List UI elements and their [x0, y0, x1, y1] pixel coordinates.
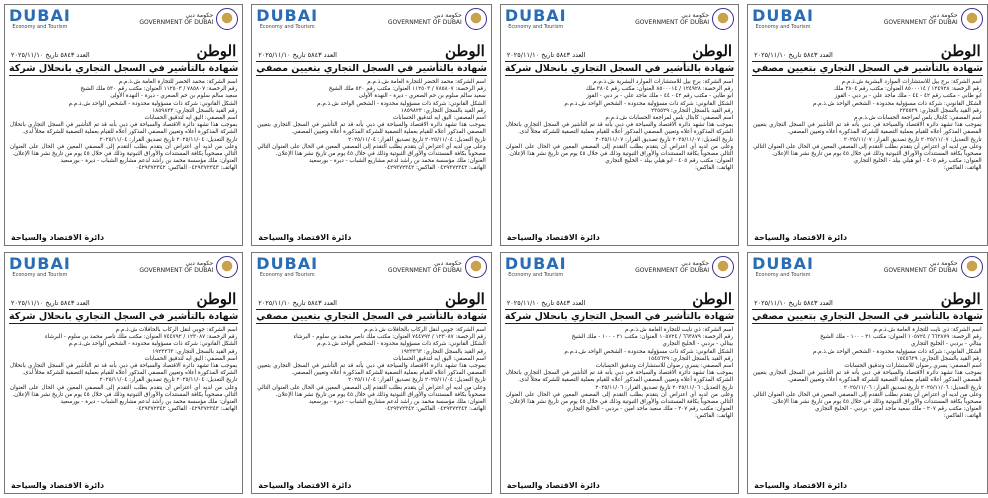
notice-title: شهادة بالتأشير في السجل التجاري بانحلال شركة — [9, 63, 239, 74]
notice-card — [251, 252, 492, 494]
notice-line: اسم المصفي: اليق ايه لتدقيق الحسابات — [144, 355, 238, 362]
notice-line: رقم الرخصة: ١٢٤٩٢٨ / ٨٥٠٠٠١٤ العنوان: مكتب رقم ٣٨٠٤ ملك — [585, 86, 734, 93]
notice-line: بيتالي - بردبي - الخليج التجاري — [910, 341, 982, 348]
notice-line: رقم الرخصة: ١٢٣٠٨٧ / ٧٤٤٧٩٢ العنوان: مكتب ملك ناصر محمد بن سلوم - البرشاء — [44, 334, 238, 341]
notice-line: العنوان: ملك مؤسسة محمد بن راشد لدعم مشاريع الشباب - ديرة - بورسعيد — [60, 158, 238, 165]
notice-line: الشكل القانوني: شركة ذات مسؤولية محدودة - الشخص الواحد ش.ذ.م.م — [68, 341, 238, 348]
masthead-row — [252, 43, 491, 59]
dubai-brand-subtitle: Economy and Tourism — [508, 24, 564, 30]
notice-footer: دائرة الاقتصاد والسياحة — [506, 481, 600, 490]
dubai-emblem-icon — [961, 256, 983, 278]
notice-body — [501, 326, 738, 481]
newspaper-name: الوطن — [444, 290, 485, 308]
dubai-economy-logo — [256, 256, 318, 278]
government-english: GOVERNMENT OF DUBAI — [139, 267, 214, 274]
notice-footer: دائرة الاقتصاد والسياحة — [11, 233, 105, 242]
notice-line: رقم القيد بالسجل التجاري: ٢٣٥٥٢٩ — [899, 107, 982, 114]
notice-line: اسم المصفي: اليق ايه لتدقيق الحسابات — [144, 115, 238, 122]
dubai-emblem-icon — [465, 256, 487, 278]
dubai-brand-subtitle: Economy and Tourism — [508, 272, 564, 278]
notice-line: رقم الرخصة: ٦٦٣٨٧٩ / ١٠٥٧٢٤ العنوان: مكتب ٢١ - ١٠٠ - ملك الشيخ — [820, 334, 982, 341]
dubai-brand-text: DUBAI — [256, 6, 319, 25]
government-logo — [139, 8, 238, 30]
newspaper-name: الوطن — [692, 42, 733, 60]
dubai-brand-subtitle: Economy and Tourism — [259, 24, 315, 30]
notice-title: شهادة بالتأشير في السجل التجاري بانحلال شركة — [504, 311, 735, 322]
newspaper-name: الوطن — [196, 42, 237, 60]
notice-footer: دائرة الاقتصاد والسياحة — [258, 481, 352, 490]
notice-line: اسم المصفي: اليق ايه لتدقيق الحسابات — [393, 355, 486, 362]
notice-header — [748, 253, 987, 291]
dubai-economy-logo — [505, 256, 567, 278]
masthead-row — [501, 291, 738, 307]
government-logo — [139, 256, 238, 278]
notice-footer: دائرة الاقتصاد والسياحة — [11, 481, 105, 490]
notice-line: وعلى من لديه أي اعتراض أن يتقدم بطلب التقدم إلى المصفي المعين في الحال على العنوان التالي مصحوباً بكافة المستندات والأوراق الثبوتية وذلك في خلال ٤٥ يوم من تاريخ نشر هذا الإعلان. — [257, 143, 486, 158]
dubai-economy-logo — [505, 8, 567, 30]
notice-line: العنوان: مكتب رقم ٤٠٥ - ابو هيلي بيلد - الخليج التجاري — [605, 158, 734, 165]
issue-info: العدد ٥٨٤٣ تاريخ ٢٠٢٥/١١/١٠ — [506, 51, 586, 59]
notice-card — [747, 4, 988, 246]
government-english: GOVERNMENT OF DUBAI — [635, 19, 710, 26]
notice-line: رقم القيد بالسجل التجاري: ١٩٢٣٣٦٣ — [152, 348, 238, 355]
notice-header — [252, 253, 491, 291]
dubai-brand-text: DUBAI — [504, 6, 567, 25]
dubai-brand-subtitle: Economy and Tourism — [755, 24, 811, 30]
notice-line: وعلى من لديه أي اعتراض أن يتقدم بطلب التقدم إلى المصفي المعين في الحال على العنوان التالي مصحوباً بكافة المستندات والأوراق الثبوتية وذلك في خلال ٤٥ يوم من تاريخ نشر هذا الإعلان. — [753, 391, 982, 406]
notice-line: تاريخ التعديل: ٢٠٢٥/١١/٠٤ تاريخ تصديق القرار: ٢٠٢٥/١١/٠٤ — [99, 377, 238, 384]
issue-info: العدد ٥٨٤٣ تاريخ ٢٠٢٥/١١/١٠ — [258, 51, 337, 59]
notice-line: سعيد سالم سلوم بن حم الصعري - ديرة - النهدة الأولى — [358, 93, 486, 100]
government-label — [388, 12, 462, 26]
government-english: GOVERNMENT OF DUBAI — [387, 267, 462, 274]
notice-header — [501, 5, 738, 43]
notice-line: رقم القيد بالسجل التجاري: ١٨٥٩٨٢٣ — [400, 107, 486, 114]
notice-line: بموجب هذا تشهد دائرة الاقتصاد والسياحة في دبي بأنه قد تم التأشير في السجل التجاري بانحلال الشركة المذكورة أعلاه وتعيين المصفي المذكور أعلاه للقيام بعملية التصفية للشركة محلاً لدى. — [505, 370, 734, 384]
government-label — [388, 260, 462, 274]
notice-line: الشكل القانوني: شركة ذات مسؤولية محدودة - الشخص الواحد ش.ذ.م.م — [564, 100, 734, 107]
notice-line: رقم الرخصة: ٧٨٥٨٠٧ / ١١٢٥٠٣ العنوان: مكتب رقم ٥٣٠ ملك الشيخ — [328, 86, 486, 93]
government-arabic: حكومة دبي — [681, 12, 710, 19]
government-arabic: حكومة دبي — [434, 12, 462, 19]
masthead-row — [5, 43, 242, 59]
government-english: GOVERNMENT OF DUBAI — [883, 19, 958, 26]
notice-body — [748, 78, 987, 233]
masthead-row — [252, 291, 491, 307]
dubai-brand-subtitle: Economy and Tourism — [755, 272, 811, 278]
government-english: GOVERNMENT OF DUBAI — [139, 19, 214, 26]
dubai-economy-logo — [752, 256, 814, 278]
notice-line: بموجب هذا تشهد دائرة الاقتصاد والسياحة في دبي بأنه قد تم التأشير في السجل التجاري بتعيين المصفي المذكور أعلاه للقيام بعملية التصفية للشركة المذكورة أعلاه وتعيين المصفي. — [257, 122, 486, 136]
notice-footer: دائرة الاقتصاد والسياحة — [754, 233, 848, 242]
notice-body — [501, 78, 738, 233]
dubai-brand-subtitle: Economy and Tourism — [12, 24, 68, 30]
government-label — [884, 260, 958, 274]
issue-info: العدد ٥٨٤٣ تاريخ ٢٠٢٥/١١/١٠ — [11, 51, 90, 59]
notice-header — [252, 5, 491, 43]
notice-header — [5, 253, 242, 291]
notice-header — [748, 5, 987, 43]
notice-line: وعلى من لديه أي اعتراض أن يتقدم بطلب التقدم إلى المصفي المعين في الحال على العنوان التالي مصحوباً بكافة المستندات والأوراق الثبوتية وذلك في خلال ٤٥ يوم من تاريخ نشر هذا الإعلان. — [10, 143, 238, 158]
notice-line: رقم الرخصة: ٦٦٣٨٧٩ / ١٠٥٧٢٤ العنوان: مكتب ٢١ - ١٠٠ - ملك الشيخ — [571, 334, 734, 341]
government-label — [635, 12, 709, 26]
dubai-economy-logo — [9, 256, 71, 278]
notice-title: شهادة بالتأشير في السجل التجاري بتعيين مصفي — [256, 63, 487, 74]
dubai-economy-logo — [256, 8, 318, 30]
notice-line: بموجب هذا تشهد دائرة الاقتصاد والسياحة في دبي بأنه قد تم التأشير في السجل التجاري بانحلال الشركة المذكورة أعلاه وتعيين المصفي المذكور أعلاه للقيام بعملية التصفية للشركة محلاً لدى. — [10, 122, 238, 136]
notice-line: اسم المصفي: كابتال بلس لمراجعة الحسابات ش.ذ.م.م — [853, 115, 982, 122]
issue-info: العدد ٥٨٤٣ تاريخ ٢٠٢٥/١١/١٠ — [506, 299, 586, 307]
government-english: GOVERNMENT OF DUBAI — [883, 267, 958, 274]
notice-line: العنوان: مكتب رقم ٢٠٧ - ملك سعيد ماجد امين - بردبي - الخليج التجاري — [566, 406, 734, 413]
government-logo — [388, 256, 487, 278]
notice-line: الهاتف: الفاكس: — [943, 413, 982, 420]
notice-line: رقم القيد بالسجل التجاري: ١٥٤٥٦٢٩ — [648, 355, 734, 362]
dubai-brand-subtitle: Economy and Tourism — [12, 272, 68, 278]
notice-line: رقم الرخصة: ١٢٤٩٢٨ / ٨٥٠٠٠١٤ العنوان: مكتب رقم ٣٨٠٤ ملك — [833, 86, 982, 93]
notice-line: الشكل القانوني: شركة ذات مسؤولية محدودة - الشخص الواحد ش.ذ.م.م — [68, 100, 238, 107]
notice-line: العنوان: مكتب رقم ٢٠٧ - ملك سعيد ماجد امين - بردبي - الخليج التجاري — [815, 406, 982, 413]
notice-body — [748, 326, 987, 481]
government-logo — [884, 256, 983, 278]
notice-line: اسم الشركة: ذي نايت للتجارة العامة ش.ذ.م.م — [624, 327, 734, 333]
notice-line: الشكل القانوني: شركة ذات مسؤولية محدودة - الشخص الواحد ش.ذ.م.م — [317, 100, 486, 107]
notice-line: تاريخ التعديل: ٢٠٢٥/١١/٠٦ تاريخ تصديق القرار: ٢٠٢٥/١١/٠٦ — [595, 384, 734, 391]
dubai-brand-text: DUBAI — [9, 254, 71, 273]
notice-line: اسم المصفي: كابتال بلس لمراجعة الحسابات ش.ذ.م.م — [605, 115, 734, 122]
notice-line: العنوان: ملك مؤسسة محمد بن راشد لدعم مشاريع الشباب - ديرة - بورسعيد — [309, 158, 486, 165]
notice-line: تاريخ التعديل: ٢٠٢٥/١١/٠٤ تاريخ تصديق القرار: ٢٠٢٥/١١/٠٤ — [348, 136, 486, 143]
notice-line: اسم الشركة: برج بيل للاستشارات الموارد البشرية ش.ذ.م.م — [841, 79, 982, 85]
notice-line: اسم الشركة: برج بيل للاستشارات الموارد البشرية ش.ذ.م.م — [593, 79, 734, 85]
notice-body — [5, 326, 242, 481]
newspaper-name: الوطن — [940, 42, 981, 60]
notice-title: شهادة بالتأشير في السجل التجاري بانحلال شركة — [504, 63, 735, 74]
notice-line: الشكل القانوني: شركة ذات مسؤولية محدودة - الشخص الواحد ش.ذ.م.م — [812, 348, 982, 355]
notice-line: بموجب هذا تشهد دائرة الاقتصاد والسياحة في دبي بأنه قد تم التأشير في السجل التجاري بتعيين المصفي المذكور أعلاه للقيام بعملية التصفية للشركة المذكورة أعلاه وتعيين المصفي. — [753, 122, 982, 136]
dubai-emblem-icon — [961, 8, 983, 30]
notice-line: وعلى من لديه أي اعتراض أن يتقدم بطلب التقدم إلى المصفي المعين في الحال على العنوان التالي مصحوباً بكافة المستندات والأوراق الثبوتية وذلك في خلال ٤٥ يوم من تاريخ نشر هذا الإعلان. — [505, 391, 734, 406]
issue-info: العدد ٥٨٤٣ تاريخ ٢٠٢٥/١١/١٠ — [754, 299, 833, 307]
government-arabic: حكومة دبي — [929, 260, 958, 267]
notice-header — [501, 253, 738, 291]
notice-line: رقم القيد بالسجل التجاري: ١٨٥٩٨٢٣ — [152, 107, 238, 114]
notice-footer: دائرة الاقتصاد والسياحة — [506, 233, 600, 242]
notice-line: اسم الشركة: محمد الخضر للتجارة العامة ش.ذ.م.م — [118, 79, 238, 85]
notice-title: شهادة بالتأشير في السجل التجاري بانحلال شركة — [9, 311, 239, 322]
newspaper-name: الوطن — [692, 290, 733, 308]
government-english: GOVERNMENT OF DUBAI — [387, 19, 462, 26]
notice-title: شهادة بالتأشير في السجل التجاري بتعيين مصفي — [752, 311, 983, 322]
issue-info: العدد ٥٨٤٣ تاريخ ٢٠٢٥/١١/١٠ — [258, 299, 337, 307]
masthead-row — [748, 291, 987, 307]
notice-footer: دائرة الاقتصاد والسياحة — [258, 233, 352, 242]
notice-line: اسم الشركة: محمد الخضر للتجارة العامة ش.ذ.م.م — [367, 79, 486, 85]
notice-card — [500, 252, 739, 494]
notice-line: ابو طابي - مكتب رقم ٤٢ - ٤٤ - ملك ماجد علي - بر دبي - القوز — [586, 93, 734, 100]
issue-info: العدد ٥٨٤٣ تاريخ ٢٠٢٥/١١/١٠ — [11, 299, 90, 307]
dubai-economy-logo — [9, 8, 71, 30]
notice-body — [252, 78, 491, 233]
notice-header — [5, 5, 242, 43]
notice-line: الشكل القانوني: شركة ذات مسؤولية محدودة - الشخص الواحد ش.ذ.م.م — [564, 348, 734, 355]
newspaper-name: الوطن — [444, 42, 485, 60]
notice-line: الهاتف: ٠٤٢٩٣٧٢٣٤٣ الفاكس: ٠٤٢٩٣٧٢٣٤٢ — [384, 406, 486, 413]
notice-line: رقم الرخصة: ١٢٣٠٨٧ / ٧٤٤٧٩٢ العنوان: مكتب ملك ناصر محمد بن سلوم - البرشاء — [293, 334, 486, 341]
notice-line: الشكل القانوني: شركة ذات مسؤولية محدودة - الشخص الواحد ش.ذ.م.م — [317, 341, 486, 348]
dubai-brand-text: DUBAI — [752, 6, 814, 25]
notice-line: رقم القيد بالسجل التجاري: ١٥٤٥٦٢٩ — [896, 355, 982, 362]
notice-line: الهاتف: ٠٤٢٩٣٧٢٣٤٣ الفاكس: ٠٤٢٩٣٧٢٣٤٢ — [384, 165, 486, 172]
notice-line: الهاتف: الفاكس: — [943, 165, 982, 172]
government-arabic: حكومة دبي — [929, 12, 958, 19]
notice-line: اسم الشركة: ذي نايت للتجارة العامة ش.ذ.م.م — [873, 327, 982, 333]
notice-line: تاريخ التعديل: ٢٠٢٥/١١/٠٤ تاريخ تصديق القرار: ٢٠٢٥/١١/٠٤ — [99, 136, 238, 143]
notice-card — [251, 4, 492, 246]
issue-info: العدد ٥٨٤٣ تاريخ ٢٠٢٥/١١/١٠ — [754, 51, 833, 59]
notice-line: اسم الشركة: جوبي لنقل الركاب بالحافلات ش.ذ.م.م — [364, 327, 486, 333]
notice-line: اسم المصفي: يسري رضوان للاستشارات وتدقيق الحسابات — [595, 363, 734, 370]
newspaper-name: الوطن — [940, 290, 981, 308]
dubai-emblem-icon — [216, 256, 238, 278]
masthead-row — [5, 291, 242, 307]
notice-body — [5, 78, 242, 233]
government-logo — [635, 256, 734, 278]
dubai-brand-subtitle: Economy and Tourism — [259, 272, 315, 278]
dubai-brand-text: DUBAI — [752, 254, 814, 273]
government-label — [635, 260, 709, 274]
notice-line: الهاتف: ٠٤٢٩٣٧٢٣٤٣ الفاكس: ٠٤٢٩٣٧٢٣٤٢ — [135, 165, 238, 172]
notice-line: بيتالي - بردبي - الخليج التجاري — [662, 341, 734, 348]
notice-line: تاريخ التعديل: ٢٠٢٥/١١/٠٧ تاريخ تصديق القرار: ٢٠٢٥/١١/٠٧ — [843, 136, 982, 143]
notice-line: رقم القيد بالسجل التجاري: ٢٣٥٥٢٩ — [651, 107, 734, 114]
notice-line: وعلى من لديه أي اعتراض أن يتقدم بطلب التقدم إلى المصفي المعين في الحال على العنوان التالي مصحوباً بكافة المستندات والأوراق الثبوتية وذلك في خلال ٤٥ يوم من تاريخ نشر هذا الإعلان. — [10, 384, 238, 398]
masthead-row — [501, 43, 738, 59]
government-arabic: حكومة دبي — [185, 12, 214, 19]
notice-line: الهاتف: الفاكس: — [695, 165, 734, 172]
notice-line: بموجب هذا تشهد دائرة الاقتصاد والسياحة في دبي بأنه قد تم التأشير في السجل التجاري بتعيين المصفي المذكور أعلاه للقيام بعملية التصفية للشركة المذكورة أعلاه وتعيين المصفي. — [257, 363, 486, 377]
government-logo — [388, 8, 487, 30]
notice-footer: دائرة الاقتصاد والسياحة — [754, 481, 848, 490]
notice-card — [500, 4, 739, 246]
notice-body — [252, 326, 491, 481]
notice-line: ابو طابي - مكتب رقم ٤٢ - ٤٤ - ملك ماجد علي - بر دبي - القوز — [834, 93, 982, 100]
government-english: GOVERNMENT OF DUBAI — [635, 267, 710, 274]
notice-line: اسم المصفي: اليق ايه لتدقيق الحسابات — [393, 115, 486, 122]
government-arabic: حكومة دبي — [434, 260, 462, 267]
dubai-brand-text: DUBAI — [504, 254, 567, 273]
notice-line: رقم القيد بالسجل التجاري: ١٩٢٣٣٦٣ — [400, 348, 486, 355]
notice-line: رقم الرخصة: ٧٨٥٨٠٧ / ١١٢٥٠٣ العنوان: مكتب رقم ٥٣٠ ملك الشيخ — [80, 86, 238, 93]
government-arabic: حكومة دبي — [681, 260, 710, 267]
dubai-emblem-icon — [712, 256, 734, 278]
dubai-brand-text: DUBAI — [9, 6, 71, 25]
dubai-economy-logo — [752, 8, 814, 30]
notice-line: تاريخ التعديل: ٢٠٢٥/١١/٠٧ تاريخ تصديق القرار: ٢٠٢٥/١١/٠٧ — [595, 136, 734, 143]
government-label — [139, 260, 213, 274]
notice-line: تاريخ التعديل: ٢٠٢٥/١١/٠٦ تاريخ تصديق القرار: ٢٠٢٥/١١/٠٦ — [843, 384, 982, 391]
notice-line: وعلى من لديه أي اعتراض أن يتقدم بطلب التقدم إلى المصفي المعين في الحال على العنوان التالي مصحوباً بكافة المستندات والأوراق الثبوتية وذلك في خلال ٤٥ يوم من تاريخ نشر هذا الإعلان. — [753, 143, 982, 158]
government-label — [139, 12, 213, 26]
dubai-emblem-icon — [216, 8, 238, 30]
notice-line: بموجب هذا تشهد دائرة الاقتصاد والسياحة في دبي بأنه قد تم التأشير في السجل التجاري بانحلال الشركة المذكورة أعلاه وتعيين المصفي المذكور أعلاه للقيام بعملية التصفية للشركة محلاً لدى. — [10, 363, 238, 377]
government-label — [884, 12, 958, 26]
notice-line: العنوان: ملك مؤسسة محمد بن راشد لدعم مشاريع الشباب - ديرة - بورسعيد — [309, 399, 486, 406]
notice-line: الهاتف: ٠٤٢٩٣٧٢٣٤٣ الفاكس: ٠٤٢٩٣٧٢٣٤٢ — [135, 406, 238, 413]
government-logo — [884, 8, 983, 30]
notice-line: وعلى من لديه أي اعتراض أن يتقدم بطلب التقدم إلى المصفي المعين في الحال على العنوان التالي مصحوباً بكافة المستندات والأوراق الثبوتية وذلك في خلال ٤٥ يوم من تاريخ نشر هذا الإعلان. — [505, 143, 734, 158]
notice-line: سعيد سالم سلوم بن حم الصعري - ديرة - النهدة الأولى — [110, 93, 238, 100]
notice-line: الهاتف: الفاكس: — [695, 413, 734, 420]
notice-line: بموجب هذا تشهد دائرة الاقتصاد والسياحة في دبي بأنه قد تم التأشير في السجل التجاري بانحلال الشركة المذكورة أعلاه وتعيين المصفي المذكور أعلاه للقيام بعملية التصفية للشركة محلاً لدى. — [505, 122, 734, 136]
notice-line: العنوان: مكتب رقم ٤٠٥ - ابو هيلي بيلد - الخليج التجاري — [853, 158, 982, 165]
notice-title: شهادة بالتأشير في السجل التجاري بتعيين مصفي — [256, 311, 487, 322]
newspaper-name: الوطن — [196, 290, 237, 308]
government-logo — [635, 8, 734, 30]
masthead-row — [748, 43, 987, 59]
dubai-brand-text: DUBAI — [256, 254, 319, 273]
notice-line: وعلى من لديه أي اعتراض أن يتقدم بطلب التقدم إلى المصفي المعين في الحال على العنوان التالي مصحوباً بكافة المستندات والأوراق الثبوتية وذلك في خلال ٤٥ يوم من تاريخ نشر هذا الإعلان. — [257, 384, 486, 398]
dubai-emblem-icon — [712, 8, 734, 30]
notice-line: الشكل القانوني: شركة ذات مسؤولية محدودة - الشخص الواحد ش.ذ.م.م — [812, 100, 982, 107]
notice-line: اسم المصفي: يسري رضوان للاستشارات وتدقيق الحسابات — [844, 363, 982, 370]
dubai-emblem-icon — [465, 8, 487, 30]
notice-card — [747, 252, 988, 494]
notice-card — [4, 4, 243, 246]
notice-line: بموجب هذا تشهد دائرة الاقتصاد والسياحة في دبي بأنه قد تم التأشير في السجل التجاري بتعيين المصفي المذكور أعلاه للقيام بعملية التصفية للشركة المذكورة أعلاه وتعيين المصفي. — [753, 370, 982, 384]
notice-line: تاريخ التعديل: ٢٠٢٥/١١/٠٤ تاريخ تصديق القرار: ٢٠٢٥/١١/٠٤ — [348, 377, 486, 384]
notice-line: العنوان: ملك مؤسسة محمد بن راشد لدعم مشاريع الشباب - ديرة - بورسعيد — [60, 399, 238, 406]
notice-line: اسم الشركة: جوبي لنقل الركاب بالحافلات ش.ذ.م.م — [115, 327, 238, 333]
government-arabic: حكومة دبي — [185, 260, 214, 267]
notice-card — [4, 252, 243, 494]
notice-title: شهادة بالتأشير في السجل التجاري بتعيين مصفي — [752, 63, 983, 74]
